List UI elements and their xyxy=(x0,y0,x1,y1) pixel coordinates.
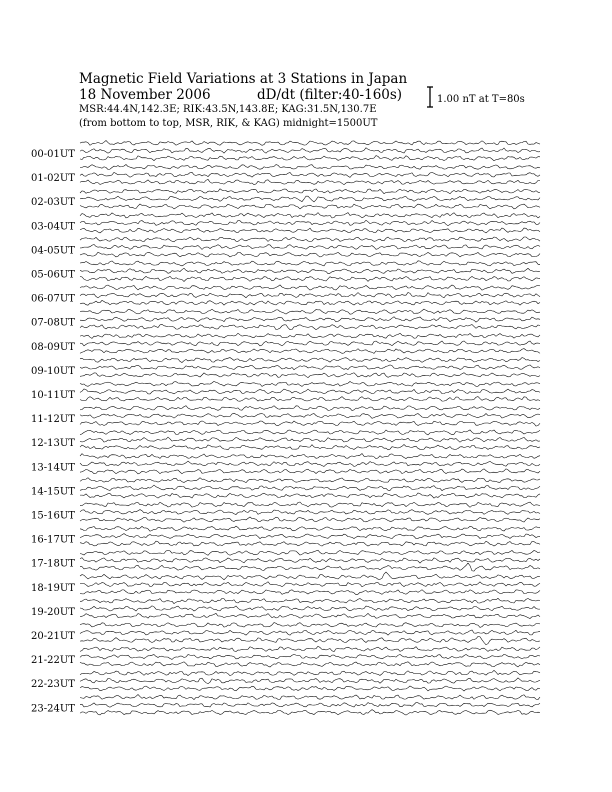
hour-label-14-15ut: 14-15UT xyxy=(31,486,75,498)
hour-label-12-13ut: 12-13UT xyxy=(31,438,75,450)
hour-label-07-08ut: 07-08UT xyxy=(31,317,75,329)
trace-rik-19-20ut xyxy=(80,606,540,611)
trace-rik-00-01ut xyxy=(80,148,540,153)
trace-rik-16-17ut xyxy=(80,534,540,539)
hour-label-11-12ut: 11-12UT xyxy=(31,414,75,426)
scale-label: 1.00 nT at T=80s xyxy=(437,94,525,105)
trace-kag-07-08ut xyxy=(80,309,540,314)
trace-rik-15-16ut xyxy=(80,510,540,515)
trace-kag-23-24ut xyxy=(80,695,540,700)
trace-msr-18-19ut xyxy=(80,590,540,595)
trace-kag-12-13ut xyxy=(80,430,540,435)
trace-msr-05-06ut xyxy=(80,276,540,281)
trace-kag-15-16ut xyxy=(80,502,540,507)
trace-kag-10-11ut xyxy=(80,381,540,386)
trace-msr-00-01ut xyxy=(80,156,540,161)
trace-kag-13-14ut xyxy=(80,454,540,459)
hour-label-15-16ut: 15-16UT xyxy=(31,510,75,522)
trace-kag-09-10ut xyxy=(80,358,540,363)
trace-rik-14-15ut xyxy=(80,485,540,491)
trace-rik-01-02ut xyxy=(80,172,540,177)
trace-rik-07-08ut xyxy=(80,317,540,322)
trace-kag-21-22ut xyxy=(80,646,540,652)
scale-bar xyxy=(427,87,433,107)
trace-kag-05-06ut xyxy=(80,261,540,266)
trace-rik-22-23ut xyxy=(80,678,540,684)
hour-label-21-22ut: 21-22UT xyxy=(31,655,75,667)
hour-label-06-07ut: 06-07UT xyxy=(31,293,75,305)
trace-rik-12-13ut xyxy=(80,437,540,442)
hour-label-09-10ut: 09-10UT xyxy=(31,365,75,377)
hour-label-16-17ut: 16-17UT xyxy=(31,534,75,546)
trace-rik-02-03ut xyxy=(80,196,540,202)
trace-msr-19-20ut xyxy=(80,613,540,618)
trace-kag-17-18ut xyxy=(80,550,540,555)
trace-kag-22-23ut xyxy=(80,670,540,675)
hour-label-05-06ut: 05-06UT xyxy=(31,269,75,281)
trace-rik-06-07ut xyxy=(80,293,540,298)
order-note: (from bottom to top, MSR, RIK, & KAG) midnight=1500UT xyxy=(79,118,378,129)
trace-kag-18-19ut xyxy=(80,572,540,580)
hour-label-10-11ut: 10-11UT xyxy=(31,390,75,401)
trace-msr-02-03ut xyxy=(80,204,540,209)
trace-kag-01-02ut xyxy=(80,165,540,170)
hour-label-group xyxy=(31,149,75,714)
trace-rik-20-21ut xyxy=(80,630,540,635)
hour-label-19-20ut: 19-20UT xyxy=(31,606,75,618)
trace-kag-19-20ut xyxy=(80,598,540,603)
trace-msr-16-17ut xyxy=(80,541,540,546)
trace-rik-05-06ut xyxy=(80,268,540,274)
stations-label: MSR:44.4N,142.3E; RIK:43.5N,143.8E; KAG:31.5N,130.7E xyxy=(79,104,377,115)
trace-msr-14-15ut xyxy=(80,493,540,498)
trace-msr-04-05ut xyxy=(80,252,540,257)
trace-msr-08-09ut xyxy=(80,349,540,354)
trace-kag-02-03ut xyxy=(80,189,540,194)
hour-label-22-23ut: 22-23UT xyxy=(31,679,75,691)
hour-label-23-24ut: 23-24UT xyxy=(31,703,75,715)
hour-label-04-05ut: 04-05UT xyxy=(31,245,75,257)
trace-rik-17-18ut xyxy=(80,558,540,563)
trace-msr-09-10ut xyxy=(80,373,540,378)
trace-kag-20-21ut xyxy=(80,623,540,628)
trace-kag-04-05ut xyxy=(80,237,540,242)
trace-msr-10-11ut xyxy=(80,397,540,402)
hour-label-01-02ut: 01-02UT xyxy=(31,173,75,185)
trace-rik-04-05ut xyxy=(80,244,540,249)
trace-rik-23-24ut xyxy=(80,703,540,708)
trace-kag-06-07ut xyxy=(80,285,540,290)
trace-msr-22-23ut xyxy=(80,686,540,691)
date-and-filter-line xyxy=(79,87,403,103)
hour-label-20-21ut: 20-21UT xyxy=(31,631,75,642)
trace-msr-13-14ut xyxy=(80,469,540,474)
trace-rik-10-11ut xyxy=(80,389,540,394)
hour-label-03-04ut: 03-04UT xyxy=(31,221,75,233)
trace-rik-11-12ut xyxy=(80,413,540,418)
trace-kag-11-12ut xyxy=(80,406,540,411)
trace-msr-12-13ut xyxy=(80,445,540,450)
measure-label: dD/dt (filter:40-160s) xyxy=(257,87,403,103)
hour-label-08-09ut: 08-09UT xyxy=(31,341,75,353)
trace-msr-23-24ut xyxy=(80,710,540,716)
trace-msr-11-12ut xyxy=(80,421,540,426)
hour-label-00-01ut: 00-01UT xyxy=(31,149,75,160)
trace-msr-06-07ut xyxy=(80,300,540,305)
trace-kag-08-09ut xyxy=(80,333,540,338)
trace-kag-16-17ut xyxy=(80,526,540,531)
trace-rik-13-14ut xyxy=(80,461,540,466)
trace-kag-03-04ut xyxy=(80,213,540,218)
trace-msr-03-04ut xyxy=(80,228,540,233)
hour-label-13-14ut: 13-14UT xyxy=(31,462,75,474)
trace-rik-09-10ut xyxy=(80,365,540,370)
trace-msr-17-18ut xyxy=(80,563,540,571)
trace-msr-21-22ut xyxy=(80,662,540,667)
hour-label-18-19ut: 18-19UT xyxy=(31,582,75,594)
chart-title: Magnetic Field Variations at 3 Stations in Japan xyxy=(79,71,408,87)
trace-group xyxy=(80,141,540,716)
trace-rik-18-19ut xyxy=(80,582,540,587)
trace-kag-00-01ut xyxy=(80,141,540,146)
trace-msr-07-08ut xyxy=(80,324,540,329)
trace-msr-20-21ut xyxy=(80,636,540,644)
trace-kag-14-15ut xyxy=(80,478,540,483)
trace-rik-03-04ut xyxy=(80,220,540,226)
date-label: 18 November 2006 xyxy=(79,87,211,103)
trace-msr-01-02ut xyxy=(80,179,540,184)
trace-rik-21-22ut xyxy=(80,654,540,659)
trace-rik-08-09ut xyxy=(80,341,540,346)
hour-label-17-18ut: 17-18UT xyxy=(31,558,75,570)
trace-msr-15-16ut xyxy=(80,517,540,522)
hour-label-02-03ut: 02-03UT xyxy=(31,197,75,209)
